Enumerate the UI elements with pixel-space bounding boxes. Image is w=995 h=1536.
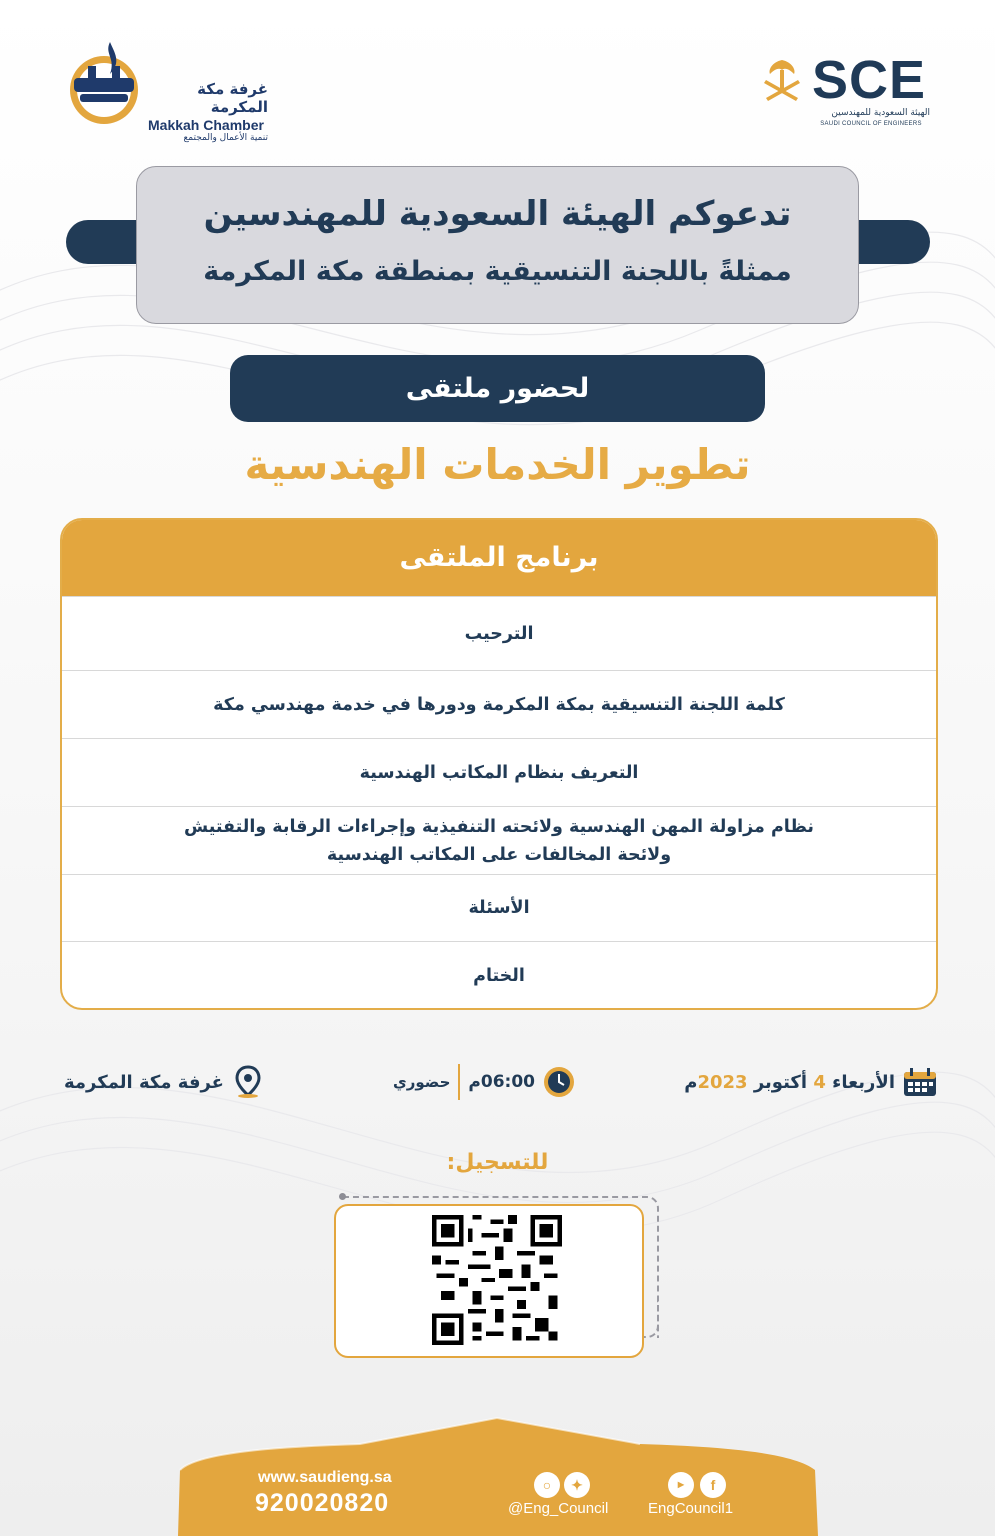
program-item bbox=[62, 874, 936, 941]
program-item-text: نظام مزاولة المهن الهندسية ولائحته التنفيذية وإجراءات الرقابة والتفتيش bbox=[184, 816, 814, 837]
sce-name-en: SAUDI COUNCIL OF ENGINEERS bbox=[820, 121, 922, 127]
program-item-text: الختام bbox=[473, 966, 525, 986]
title-card bbox=[136, 166, 859, 324]
twitter-icon[interactable]: ✦ bbox=[564, 1472, 590, 1498]
program-item bbox=[62, 806, 936, 874]
dashed-line-dot bbox=[339, 1193, 346, 1200]
youtube-icon[interactable]: ▶ bbox=[668, 1472, 694, 1498]
forum-title: تطوير الخدمات الهندسية bbox=[244, 440, 751, 489]
program-item bbox=[62, 941, 936, 1010]
location-pin-icon bbox=[234, 1065, 262, 1099]
attend-label: لحضور ملتقى bbox=[230, 355, 765, 422]
snapchat-icon[interactable]: ○ bbox=[534, 1472, 560, 1498]
invitation-line-2: ممثلةً باللجنة التنسيقية بمنطقة مكة المكرمة bbox=[203, 256, 792, 287]
event-year-suffix: م bbox=[684, 1071, 698, 1093]
program-table bbox=[60, 518, 938, 1010]
qr-code[interactable] bbox=[432, 1215, 562, 1345]
event-venue-name: غرفة مكة المكرمة bbox=[64, 1071, 224, 1093]
info-divider bbox=[458, 1064, 460, 1100]
program-item bbox=[62, 738, 936, 806]
makkah-chamber-name-en: Makkah Chamber bbox=[148, 117, 264, 133]
footer-handle-right[interactable]: EngCouncil1 bbox=[648, 1500, 734, 1517]
makkah-chamber-name-ar: غرفة مكة المكرمة bbox=[197, 80, 268, 116]
event-time-suffix: م bbox=[468, 1072, 481, 1092]
register-label: للتسجيل: bbox=[446, 1150, 549, 1175]
footer-website[interactable]: www.saudieng.sa bbox=[258, 1469, 392, 1486]
event-venue bbox=[64, 1060, 262, 1104]
event-month: أكتوبر bbox=[753, 1071, 808, 1093]
event-day: الأربعاء bbox=[832, 1071, 895, 1093]
clock-icon bbox=[543, 1066, 575, 1098]
program-item bbox=[62, 596, 936, 670]
event-date bbox=[684, 1060, 937, 1104]
facebook-icon[interactable]: f bbox=[700, 1472, 726, 1498]
program-item-text: التعريف بنظام المكاتب الهندسية bbox=[359, 762, 639, 783]
sce-name-ar: الهيئة السعودية للمهندسين bbox=[831, 108, 930, 118]
event-time-value: 06:00 bbox=[480, 1072, 535, 1092]
makkah-chamber-tagline: تنمية الأعمال والمجتمع bbox=[183, 133, 268, 143]
event-time bbox=[370, 1060, 575, 1104]
event-mode: حضوري bbox=[393, 1073, 451, 1091]
program-item-text: ولائحة المخالفات على المكاتب الهندسية bbox=[326, 844, 672, 865]
footer-phone[interactable]: 920020820 bbox=[255, 1489, 390, 1517]
footer-band bbox=[0, 1410, 995, 1536]
program-item-text: كلمة اللجنة التنسيقية بمكة المكرمة ودورها في خدمة مهندسي مكة bbox=[213, 694, 785, 715]
program-heading: برنامج الملتقى bbox=[62, 520, 936, 596]
program-item-text: الأسئلة bbox=[468, 898, 530, 918]
event-day-number: 4 bbox=[813, 1071, 826, 1093]
program-item-text: الترحيب bbox=[464, 623, 534, 644]
calendar-icon bbox=[903, 1067, 937, 1097]
footer-handle-left[interactable]: @Eng_Council bbox=[508, 1500, 609, 1517]
makkah-chamber-text bbox=[148, 80, 268, 143]
program-item bbox=[62, 670, 936, 738]
invitation-line-1: تدعوكم الهيئة السعودية للمهندسين bbox=[203, 194, 792, 234]
sce-acronym: SCE bbox=[812, 50, 927, 110]
event-year: 2023 bbox=[697, 1071, 748, 1093]
